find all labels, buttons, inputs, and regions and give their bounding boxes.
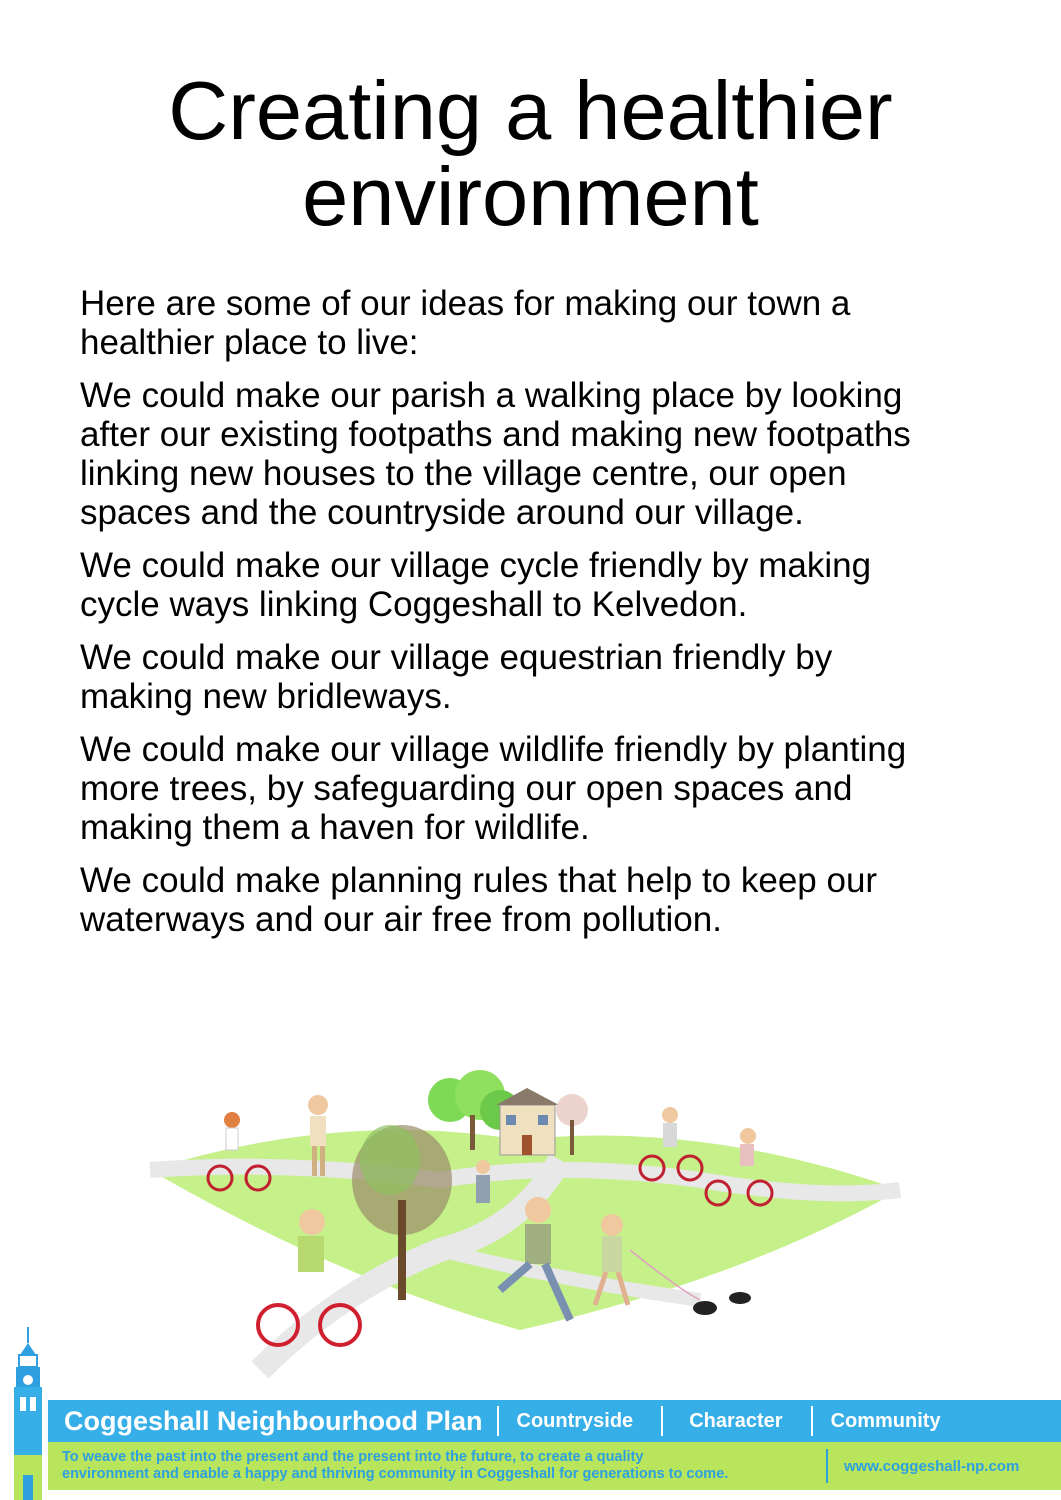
text-line: making new bridleways. xyxy=(80,677,452,716)
text-line: linking new houses to the village centre, our open xyxy=(80,454,847,493)
plan-name: Coggeshall Neighbourhood Plan xyxy=(64,1405,483,1436)
paragraph xyxy=(80,284,1010,362)
text-line: after our existing footpaths and making new footpaths xyxy=(80,415,911,454)
divider xyxy=(811,1406,813,1436)
paragraph xyxy=(80,546,1010,624)
pillar-character: Character xyxy=(689,1409,783,1432)
divider xyxy=(826,1449,828,1483)
pillar-community: Community xyxy=(830,1409,941,1432)
text-line: We could make our village equestrian friendly by xyxy=(80,638,833,677)
divider xyxy=(661,1406,663,1436)
text-line: waterways and our air free from pollution. xyxy=(80,900,722,939)
text-line: cycle ways linking Coggeshall to Kelvedon. xyxy=(80,585,748,624)
motto-line: environment and enable a happy and thriving community in Coggeshall for generations to come. xyxy=(62,1466,729,1482)
text-line: Here are some of our ideas for making our town a xyxy=(80,284,851,323)
text-line: spaces and the countryside around our village. xyxy=(80,493,804,532)
footer-motto-bar xyxy=(48,1442,1061,1490)
motto-line: To weave the past into the present and the present into the future, to create a quality xyxy=(62,1449,644,1465)
village-illustration xyxy=(140,1050,920,1390)
text-line: more trees, by safeguarding our open spaces and xyxy=(80,769,853,808)
paragraph xyxy=(80,861,1010,939)
footer-title-bar xyxy=(48,1400,1061,1442)
paragraph xyxy=(80,376,1010,532)
title-line: Creating a healthier xyxy=(168,64,893,157)
divider xyxy=(497,1406,499,1436)
body-text xyxy=(80,284,1010,953)
text-line: healthier place to live: xyxy=(80,323,419,362)
clock-tower-icon xyxy=(6,1325,50,1500)
website-link[interactable]: www.coggeshall-np.com xyxy=(844,1457,1020,1475)
pillar-countryside: Countryside xyxy=(516,1409,634,1432)
text-line: We could make our village cycle friendly by making xyxy=(80,546,872,585)
text-line: making them a haven for wildlife. xyxy=(80,808,590,847)
footer-banner xyxy=(48,1400,1061,1500)
motto xyxy=(48,1449,812,1483)
page-title xyxy=(0,64,1061,243)
paragraph xyxy=(80,730,1010,847)
text-line: We could make our village wildlife friendly by planting xyxy=(80,730,907,769)
text-line: We could make our parish a walking place by looking xyxy=(80,376,903,415)
title-line: environment xyxy=(302,150,759,243)
text-line: We could make planning rules that help to keep our xyxy=(80,861,878,900)
paragraph xyxy=(80,638,1010,716)
